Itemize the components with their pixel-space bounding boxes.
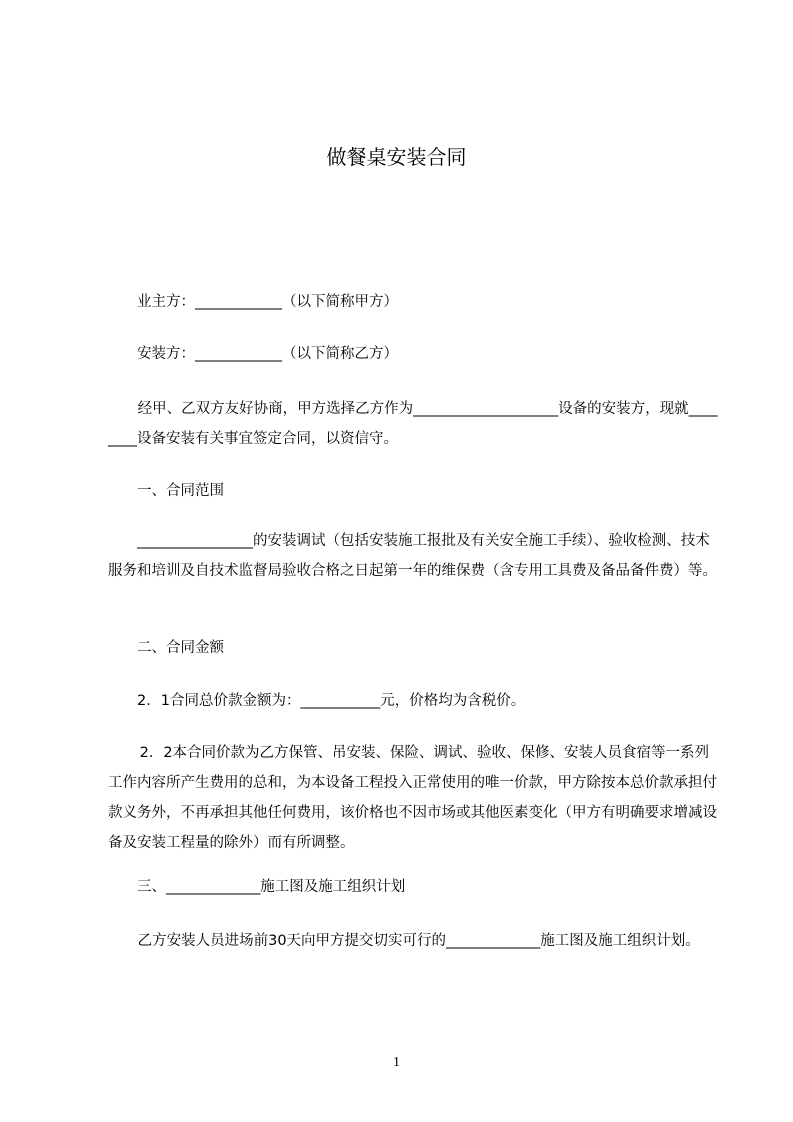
document-title: 做餐桌安装合同 [326, 145, 467, 169]
section-3-body: 乙方安装人员进场前30天向甲方提交切实可行的_____________施工图及施工组织计划。 [133, 933, 700, 949]
section-1-body: ________________的安装调试（包括安装施工报批及有关安全施工手续）、验收检测、技术服务和培训及自技术监督局验收合格之日起第一年的维保费（含专用工具费及备品备件费）等。 [108, 533, 717, 579]
party-a-line: 业主方：____________（以下简称甲方） [137, 294, 398, 310]
section-3-heading: 三、_____________施工图及施工组织计划 [137, 879, 406, 895]
section-2-heading: 二、合同金额 [137, 640, 224, 656]
clause-2-2: 2．2本合同价款为乙方保管、吊安装、保险、调试、验收、保修、安装人员食宿等一系列工作内容所产生费用的总和，为本设备工程投入正常使用的唯一价款，甲方除按本总价款承担付款义务外，不再承担其他任何费用，该价格也不因市场或其他医素变化（甲方有明确要求增减设备及安装工程量的除外）而有所调整。 [108, 745, 717, 851]
page-number: 1 [393, 1055, 400, 1070]
section-1-heading: 一、合同范围 [137, 483, 224, 499]
intro-paragraph: 经甲、乙双方友好协商，甲方选择乙方作为____________________设备的安装方，现就________设备安装有关事宜签定合同，以资信守。 [108, 401, 718, 447]
party-b-line: 安装方：____________（以下简称乙方） [137, 346, 398, 362]
clause-2-1: 2．1合同总价款金额为：___________元，价格均为含税价。 [137, 693, 526, 709]
